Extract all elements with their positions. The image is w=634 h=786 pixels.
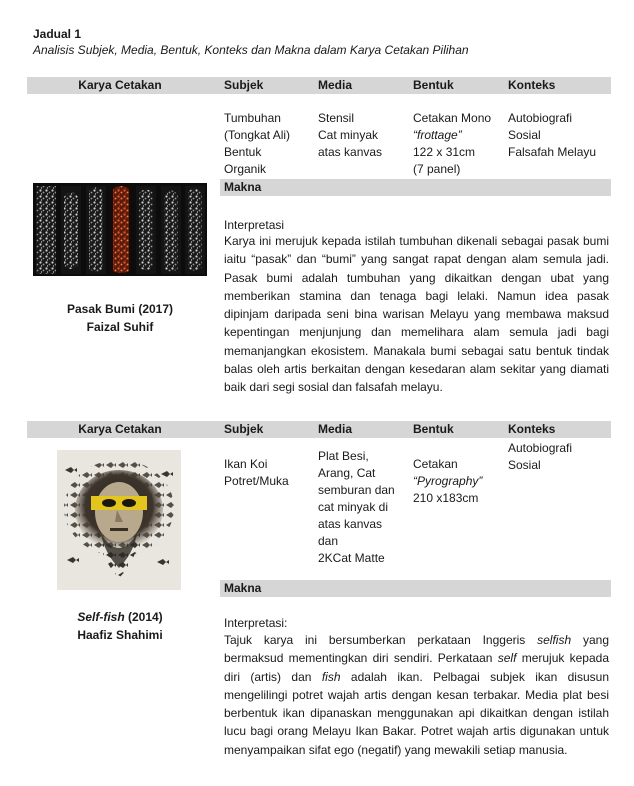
text-run: Tajuk karya ini bersumberkan perkataan Inggeris bbox=[224, 633, 538, 647]
text-run-italic: selfish bbox=[537, 633, 572, 647]
self-fish-portrait bbox=[57, 450, 181, 590]
header-media-1: Media bbox=[318, 78, 353, 92]
subjek-line: Ikan Koi bbox=[224, 457, 268, 471]
media-cell-2 bbox=[318, 448, 395, 567]
media-line: atas kanvas bbox=[318, 517, 383, 531]
header-media-2: Media bbox=[318, 422, 353, 436]
artwork-artist: Haafiz Shahimi bbox=[77, 628, 163, 642]
text-run-italic: self bbox=[497, 651, 517, 666]
subjek-line: Organik bbox=[224, 162, 267, 176]
pasak-bumi-panels bbox=[33, 183, 207, 276]
header-konteks-1: Konteks bbox=[508, 78, 556, 92]
bentuk-line: Cetakan Mono bbox=[413, 111, 492, 125]
media-line: Plat Besi, bbox=[318, 449, 369, 463]
interpretasi-text-2 bbox=[224, 631, 609, 759]
header-bentuk-1: Bentuk bbox=[413, 78, 454, 92]
header-bentuk-2: Bentuk bbox=[413, 422, 454, 436]
artwork-self-fish bbox=[57, 450, 181, 590]
artwork-pasak-bumi bbox=[33, 183, 207, 276]
artwork-title-italic: Self-fish bbox=[77, 610, 125, 624]
media-line: atas kanvas bbox=[318, 145, 383, 159]
header-subjek-2: Subjek bbox=[224, 422, 264, 436]
media-line: 2KCat Matte bbox=[318, 551, 385, 565]
header-karya-1: Karya Cetakan bbox=[78, 78, 162, 92]
interpretasi-paragraph bbox=[224, 631, 609, 759]
artwork-title-2 bbox=[33, 608, 207, 644]
media-line: semburan dan bbox=[318, 483, 395, 497]
artwork-title-1 bbox=[33, 300, 207, 336]
konteks-cell-2 bbox=[508, 440, 572, 474]
header-subjek-1: Subjek bbox=[224, 78, 264, 92]
text-run: yang bermaksud mementingkan diri sendiri. Perkataan bbox=[224, 633, 609, 666]
bentuk-cell-1 bbox=[413, 110, 491, 178]
text-run-italic: fish bbox=[321, 669, 341, 684]
artwork-artist: Faizal Suhif bbox=[86, 320, 154, 334]
bentuk-line: Cetakan bbox=[413, 457, 458, 471]
subjek-line: (Tongkat Ali) bbox=[224, 128, 291, 142]
bentuk-line: “frottage” bbox=[413, 128, 462, 142]
header-konteks-2: Konteks bbox=[508, 422, 556, 436]
interpretasi-text-1 bbox=[224, 232, 609, 397]
interpretasi-label-1: Interpretasi bbox=[224, 218, 285, 232]
media-line: dan bbox=[318, 534, 339, 548]
konteks-line: Autobiografi bbox=[508, 441, 573, 455]
interpretasi-paragraph: Karya ini merujuk kepada istilah tumbuhan dikenali sebagai pasak bumi iaitu “pasak” dan “bumi” yang sangat rapat dengan alam semula jadi. Pasak bumi adalah tumbuhan yang dikaitkan dengan ubat yang memberikan stamina dan tenaga bagi lelaki. Namun idea pasak dipinjam daripada seni bina warisan Melayu yang membawa maksud kepentingan menjunjung dan memelihara alam semula jadi bagi memanjangkan ekosistem. Manakala bumi sebagai satu bentuk tindak balas oleh artis berkaitan dengan kesedaran alam sekitar yang diamati baik dari segi sosial dan falsafah melayu. bbox=[224, 234, 609, 395]
table-label: Jadual 1 bbox=[33, 27, 82, 41]
konteks-line: Falsafah Melayu bbox=[508, 145, 597, 159]
artwork-title bbox=[33, 608, 207, 626]
bentuk-line: “Pyrography” bbox=[413, 474, 483, 488]
subjek-line: Tumbuhan bbox=[224, 111, 281, 125]
subjek-cell-1 bbox=[224, 110, 290, 178]
header-makna-2: Makna bbox=[224, 581, 262, 595]
subjek-cell-2 bbox=[224, 456, 289, 490]
text-run: adalah ikan. Pelbagai subjek ikan disusun mengelilingi potret wajah artis dengan kesan terbakar. Media plat besi berbentuk ikan dipanaskan menggunakan api dikaitkan dengan istilah lucu bagi orang Melayu Ikan Bakar. Potret wajah artis digunakan untuk menyampaikan sifat ego (negatif) yang mewakili setiap manusia. bbox=[224, 669, 609, 757]
subjek-line: Bentuk bbox=[224, 145, 262, 159]
media-line: cat minyak di bbox=[318, 500, 389, 514]
konteks-line: Autobiografi bbox=[508, 111, 573, 125]
konteks-cell-1 bbox=[508, 110, 596, 161]
table-caption: Analisis Subjek, Media, Bentuk, Konteks dan Makna dalam Karya Cetakan Pilihan bbox=[33, 43, 469, 57]
subjek-line: Potret/Muka bbox=[224, 474, 289, 488]
makna-bar-1 bbox=[220, 179, 611, 196]
konteks-line: Sosial bbox=[508, 458, 541, 472]
media-line: Stensil bbox=[318, 111, 355, 125]
bentuk-line: (7 panel) bbox=[413, 162, 461, 176]
artwork-title-year: (2014) bbox=[124, 610, 163, 624]
text-run: merujuk kepada diri (artis) dan bbox=[224, 651, 609, 684]
header-makna-1: Makna bbox=[224, 180, 262, 194]
header-karya-2: Karya Cetakan bbox=[78, 422, 162, 436]
media-line: Arang, Cat bbox=[318, 466, 376, 480]
konteks-line: Sosial bbox=[508, 128, 541, 142]
artwork-title: Pasak Bumi (2017) bbox=[66, 302, 174, 316]
interpretasi-label-2: Interpretasi: bbox=[224, 616, 288, 630]
media-cell-1 bbox=[318, 110, 382, 161]
bentuk-cell-2 bbox=[413, 456, 482, 507]
bentuk-line: 210 x183cm bbox=[413, 491, 479, 505]
bentuk-line: 122 x 31cm bbox=[413, 145, 476, 159]
media-line: Cat minyak bbox=[318, 128, 379, 142]
makna-bar-2 bbox=[220, 580, 611, 597]
